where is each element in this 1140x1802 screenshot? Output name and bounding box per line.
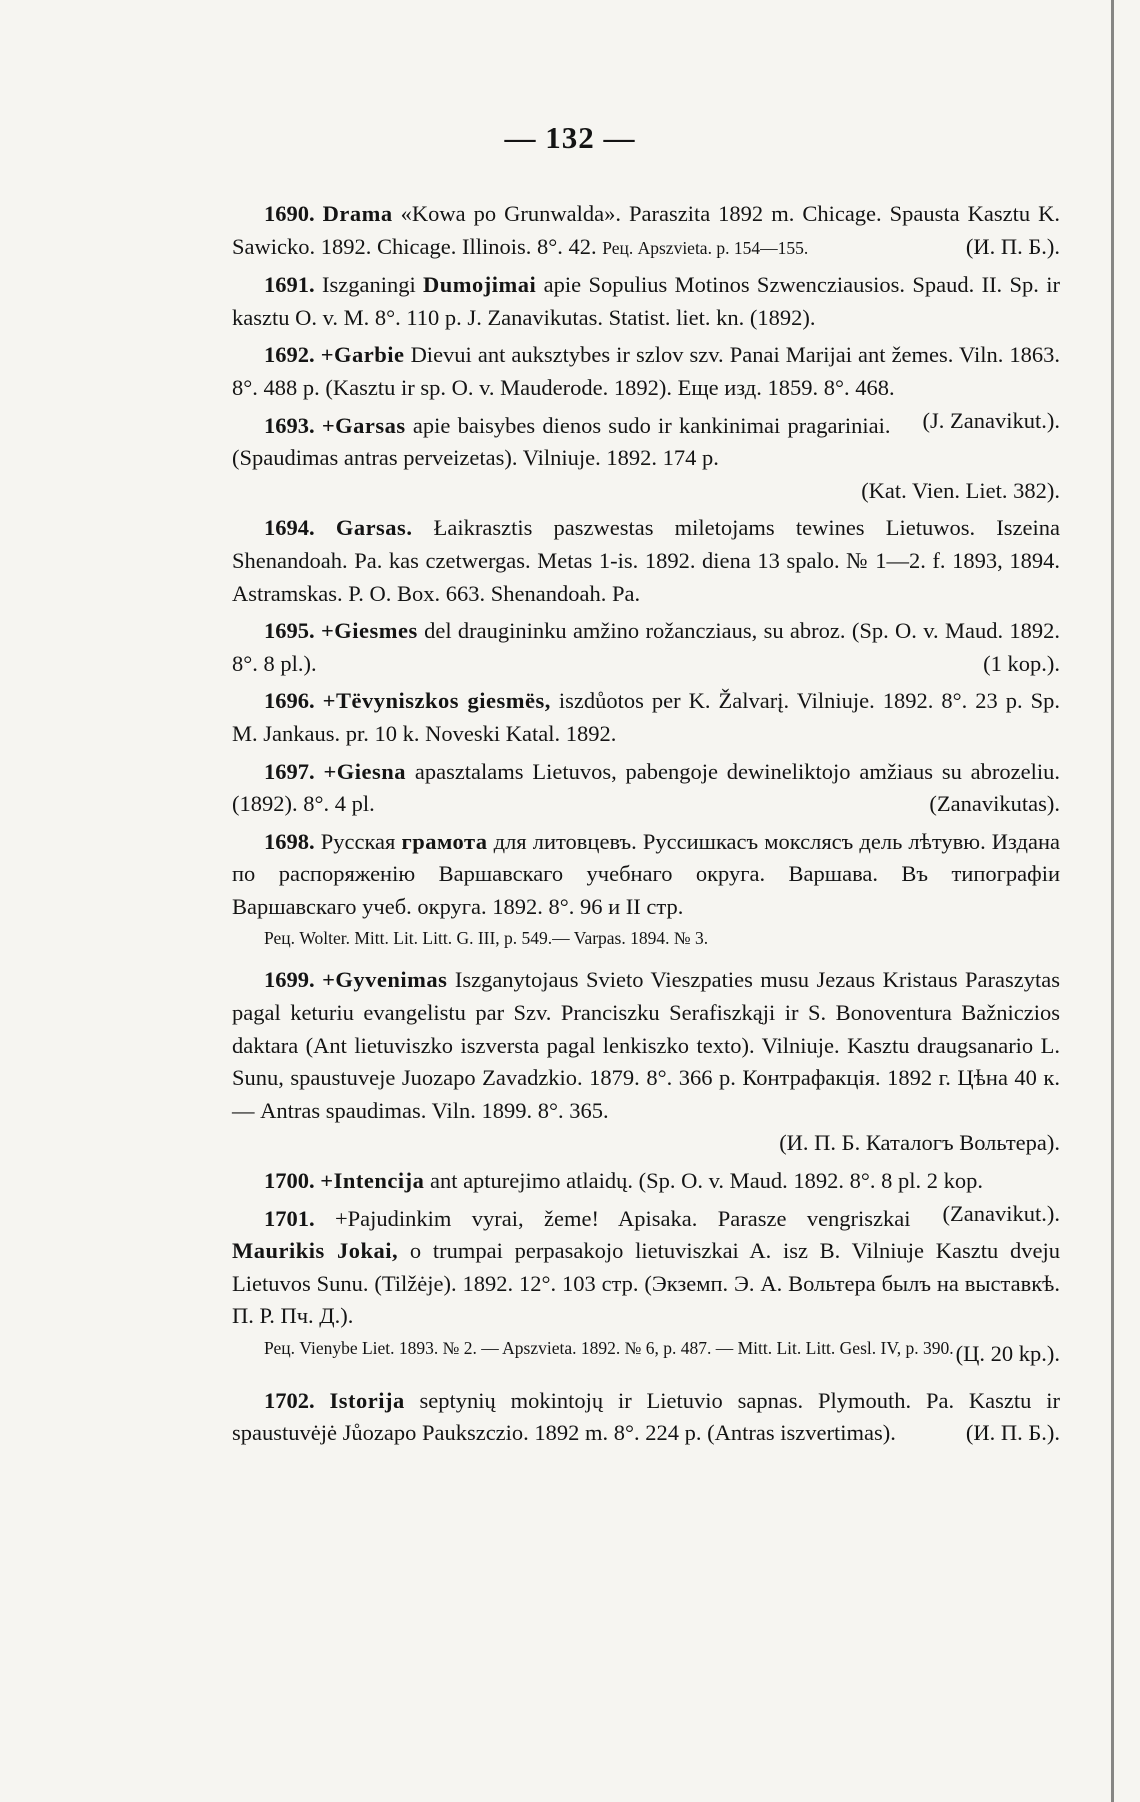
- entry-source: (И. П. Б.).: [965, 233, 1060, 259]
- entry-number: 1702.: [264, 1387, 315, 1413]
- entry-review: Рец. Apszvieta. p. 154—155.: [602, 237, 809, 258]
- entry-text: apasztalams Lietuvos, pabengoje dewineliktojo amžiaus su abrozeliu. (1892). 8°. 4 pl.: [232, 758, 1061, 817]
- entry-1702: [232, 1385, 1060, 1450]
- entry-source: (Ц. 20 kp.).: [955, 1341, 1060, 1366]
- entry-keyword: Drama: [322, 201, 393, 226]
- entry-source: (И. П. Б.).: [965, 1420, 1060, 1446]
- entry-text: septynių mokintojų ir Lietuvio sapnas. Plymouth. Pa. Kasztu ir spaustuvėjė Jůozapo Paukszczio. 1892 m. 8°. 224 p. (Antras iszvertimas).: [232, 1387, 1060, 1446]
- entry-1698: [232, 826, 1060, 951]
- entry-keyword: +Giesna: [323, 758, 407, 784]
- page-number: — 132 —: [504, 120, 636, 155]
- entry-text: ant apturejimo atlaidų. (Sp. O. v. Maud. 1892. 8°. 8 pl. 2 kop.: [429, 1168, 984, 1194]
- entry-number: 1695.: [264, 618, 315, 644]
- entry-keyword: грамота: [401, 828, 488, 854]
- entry-keyword: Istorija: [329, 1387, 405, 1413]
- entry-number: 1691.: [264, 272, 315, 298]
- entry-text: del draugininku amžino rožancziaus, su abroz. (Sp. O. v. Maud. 1892. 8°. 8 pl.).: [232, 618, 1061, 676]
- entry-text: «Kowa po Grunwalda». Paraszita 1892 m. Chicage. Spausta Kasztu K. Sawicko. 1892. Chicage. Illinois. 8°. 42.: [232, 201, 1061, 259]
- entry-number: 1690.: [264, 201, 315, 226]
- entry-source: (И. П. Б. Каталогъ Вольтера).: [779, 1130, 1060, 1156]
- entry-prefix: Iszganingi: [321, 272, 416, 298]
- entry-1695: [232, 615, 1060, 680]
- entry-text: Dievui ant auksztybes ir szlov szv. Panai Marijai ant žemes. Viln. 1863. 8°. 488 p. (Kasztu ir sp. O. v. Mauderode. 1892). Еще изд. 1859. 8°. 468.: [232, 342, 1061, 400]
- entry-number: 1693.: [264, 412, 315, 438]
- entry-number: 1700.: [264, 1168, 315, 1194]
- entry-number: 1696.: [264, 688, 315, 714]
- entry-text: apie Sopulius Motinos Szwencziausios. Spaud. II. Sp. ir kasztu O. v. M. 8°. 110 p. J. Zanavikutas. Statist. liet. kn. (1892).: [232, 272, 1060, 330]
- entry-number: 1694.: [264, 515, 315, 541]
- entry-1696: [232, 685, 1060, 750]
- entry-source: (Kat. Vien. Liet. 382).: [861, 477, 1060, 503]
- entry-review: Рец. Wolter. Mitt. Lit. Litt. G. III, p. 549.— Varpas. 1894. № 3.: [264, 928, 709, 949]
- text-column: [232, 198, 1060, 1455]
- entry-number: 1698.: [264, 828, 315, 854]
- entry-source: (J. Zanavikut.).: [922, 407, 1060, 433]
- entry-keyword: Maurikis Jokai,: [232, 1238, 399, 1264]
- entry-prefix: Русская: [320, 828, 396, 854]
- entry-number: 1697.: [264, 758, 315, 784]
- entry-text: Iszganytojaus Svieto Vieszpaties musu Jezaus Kristaus Paraszytas pagal keturiu evangelistu par Szv. Pranciszku Serafiszkąji ir S. Bonoventura Bažniczios daktara (Ant lietuviszko iszversta pagal lenkiszko texto). Vilniuje. Kasztu draugsanario L. Sunu, spaustuveje Juozapo Zavadzkio. 1879. 8°. 366 p. Контрафакція. 1892 г. Цѣна 40 к. — Antras spaudimas. Viln. 1899. 8°. 365.: [232, 967, 1061, 1123]
- entry-keyword: +Garsas: [321, 412, 406, 438]
- entry-text: для литовцевъ. Руссишкасъ мокслясъ дель лѣтувю. Издана по распоряженію Варшавскаго учебнаго округа. Варшава. Въ типографіи Варшавскаго учеб. округа. 1892. 8°. 96 и II стр.: [232, 828, 1060, 919]
- entry-text: Łaikrasztis paszwestas miletojams tewines Lietuwos. Iszeina Shenandoah. Pa. kas czetwergas. Metas 1-is. 1892. diena 13 spalo. № 1—2. f. 1893, 1894. Astramskas. P. O. Box. 663. Shenandoah. Pa.: [232, 515, 1061, 606]
- entry-1697: [232, 756, 1060, 821]
- entry-keyword: +Intencija: [320, 1168, 425, 1194]
- entry-review: Рец. Vienybe Liet. 1893. № 2. — Apszvieta. 1892. № 6, p. 487. — Mitt. Lit. Litt. Gesl. IV, p. 390.: [264, 1338, 954, 1358]
- entry-prefix: +Pajudinkim vyrai, žeme! Apisaka. Parasze vengriszkai: [334, 1205, 911, 1231]
- entry-text: apie baisybes dienos sudo ir kankinimai pragariniai. (Spaudimas antras perveizetas). Vilniuje. 1892. 174 p.: [232, 412, 891, 471]
- entry-keyword: Garsas.: [335, 515, 413, 541]
- entry-keyword: +Giesmes: [320, 618, 418, 644]
- entry-number: 1701.: [264, 1205, 315, 1231]
- entry-1690: [232, 198, 1060, 264]
- entry-source: (Zanavikutas).: [929, 791, 1060, 817]
- entry-text: o trumpai perpasakojo lietuviszkai A. isz B. Vilniuje Kasztu dveju Lietuvos Sunu. (Tilžėje). 1892. 12°. 103 стр. (Экземп. Э. А. Вольтера былъ на выставкѣ. П. Р. Пч. Д.).: [232, 1238, 1061, 1329]
- entry-number: 1699.: [264, 967, 315, 993]
- page-edge-rule: [1111, 0, 1114, 1802]
- entry-source: (Zanavikut.).: [942, 1200, 1060, 1226]
- entry-keyword: +Garbie: [320, 342, 405, 368]
- entry-keyword: +Tëvyniszkos giesmës,: [322, 688, 551, 714]
- entry-keyword: +Gyvenimas: [322, 967, 448, 993]
- entry-text: iszdůotos per K. Žalvarį. Vilniuje. 1892. 8°. 23 p. Sp. M. Jankaus. pr. 10 k. Noveski Katal. 1892.: [232, 688, 1061, 746]
- entry-keyword: Dumojimai: [423, 272, 537, 298]
- entry-number: 1692.: [264, 342, 315, 368]
- entry-source: (1 kop.).: [983, 650, 1060, 676]
- entry-1694: [232, 512, 1060, 610]
- entry-1691: [232, 269, 1060, 334]
- entry-1699: [232, 964, 1060, 1160]
